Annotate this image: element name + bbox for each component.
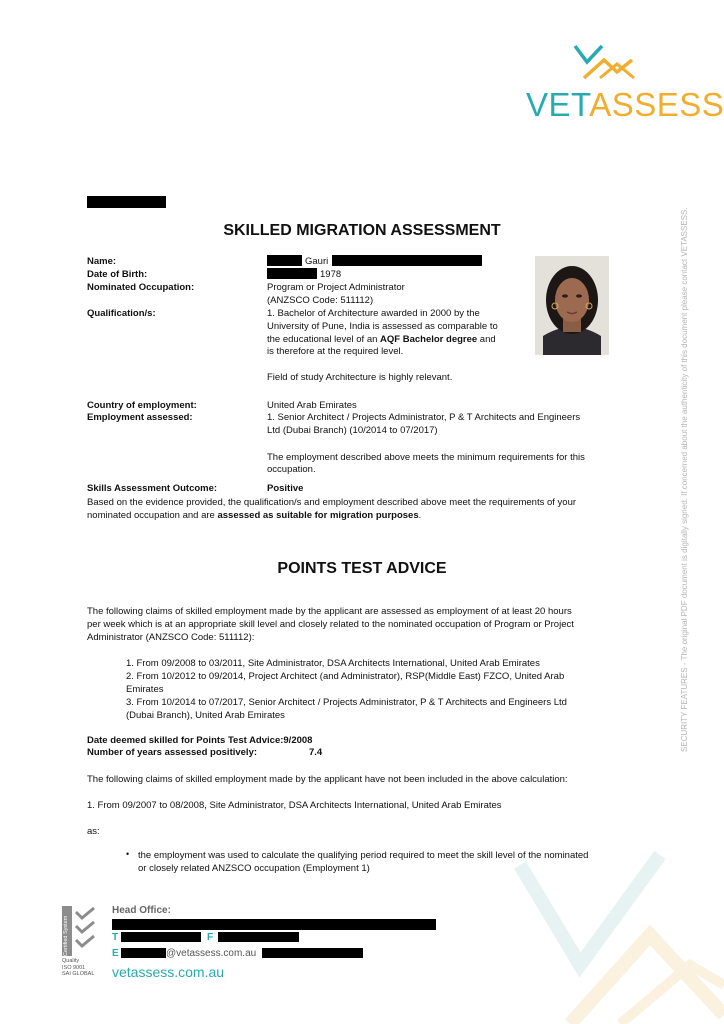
assessment-title: SKILLED MIGRATION ASSESSMENT: [223, 222, 501, 239]
head-office-label: Head Office:: [112, 905, 171, 916]
field-of-study: Field of study Architecture is highly relevant.: [267, 372, 453, 383]
employment-line-2: Ltd (Dubai Branch) (10/2014 to 07/2017): [267, 425, 438, 436]
redacted-name-prefix: [267, 255, 302, 266]
years-label: Number of years assessed positively:: [87, 747, 258, 758]
bullet-1-line-1: the employment was used to calculate the qualifying period required to meet the skill level of the nominated: [138, 850, 589, 861]
country-label: Country of employment:: [87, 400, 197, 411]
name-label: Name:: [87, 256, 117, 267]
dob-value: 1978: [320, 269, 342, 280]
excluded-intro: The following claims of skilled employment made by the applicant have not been included in the above calculation:: [87, 774, 568, 785]
country-value: United Arab Emirates: [267, 400, 357, 411]
security-features-text: SECURITY FEATURES - The original PDF document is digitally signed. If concerned about the authenticity of this document please contact VETASSESS.: [680, 207, 689, 752]
employment-note-1: The employment described above meets the minimum requirements for this: [267, 452, 585, 463]
email-label: E: [112, 948, 119, 959]
phone-label: T: [112, 932, 119, 943]
checkmarks-icon: [74, 906, 96, 956]
qualification-line-4: is therefore at the required level.: [267, 346, 404, 357]
outcome-label: Skills Assessment Outcome:: [87, 483, 218, 494]
occupation-label: Nominated Occupation:: [87, 282, 195, 293]
occupation-code: (ANZSCO Code: 511112): [267, 295, 374, 306]
certified-system-text: Certified System: [63, 915, 69, 956]
redacted-email-extra: [262, 948, 363, 958]
claim-2-cont: Emirates: [126, 684, 164, 695]
email-domain: @vetassess.com.au: [166, 948, 257, 959]
quality-text: Quality: [62, 958, 80, 964]
qualification-line-2: University of Pune, India is assessed as comparable to: [267, 321, 498, 332]
years-value: 7.4: [309, 747, 323, 758]
iso-text: ISO 9001: [62, 964, 86, 971]
name-value: Gauri: [305, 256, 329, 267]
quality-iso: [62, 958, 94, 978]
claim-2: 2. From 10/2012 to 09/2014, Project Architect (and Administrator), RSP(Middle East) FZCO, United Arab: [126, 671, 565, 682]
bullet-1-line-2: or closely related ANZSCO occupation (Employment 1): [138, 863, 370, 874]
employment-line-1: 1. Senior Architect / Projects Administrator, P & T Architects and Engineers: [267, 412, 581, 423]
occupation-value: Program or Project Administrator: [267, 282, 405, 293]
dob-label: Date of Birth:: [87, 269, 148, 280]
redacted-name-suffix: [332, 255, 482, 266]
outcome-text-1: Based on the evidence provided, the qualification/s and employment described above meet the requirements of your: [87, 497, 577, 508]
qualification-line-3: the educational level of an AQF Bachelor degree and: [267, 334, 496, 345]
redacted-email-user: [121, 948, 166, 958]
qualification-line-1: 1. Bachelor of Architecture awarded in 2000 by the: [267, 308, 480, 319]
vetassess-logo-mark: [572, 42, 638, 84]
outcome-text-2: nominated occupation and are assessed as suitable for migration purposes.: [87, 510, 422, 521]
redacted-reference: [87, 196, 166, 208]
points-intro-1: The following claims of skilled employment made by the applicant are assessed as employment of at least 20 hours: [87, 606, 572, 617]
employment-note-2: occupation.: [267, 464, 316, 475]
redacted-fax: [218, 932, 299, 942]
fax-label: F: [207, 932, 214, 943]
qualification-label: Qualification/s:: [87, 308, 156, 319]
vetassess-logo-text: VETASSESS: [526, 86, 724, 123]
as-label: as:: [87, 826, 100, 837]
employment-label: Employment assessed:: [87, 412, 193, 423]
date-deemed: Date deemed skilled for Points Test Advice:9/2008: [87, 735, 313, 746]
outcome-value: Positive: [267, 483, 304, 494]
redacted-phone: [121, 932, 201, 942]
certified-system-badge: [62, 906, 96, 958]
points-intro-2: per week which is at an appropriate skill level and closely related to the nominated occupation of Program or Project: [87, 619, 574, 630]
points-intro-3: Administrator (ANZSCO Code: 511112):: [87, 632, 255, 643]
claim-3: 3. From 10/2014 to 07/2017, Senior Architect / Projects Administrator, P & T Architects and Engineers Ltd: [126, 697, 567, 708]
excluded-claim-1: 1. From 09/2007 to 08/2008, Site Administrator, DSA Architects International, United Arab Emirates: [87, 800, 502, 811]
sai-global-text: SAI GLOBAL: [62, 971, 95, 977]
redacted-address: [112, 919, 436, 930]
claim-3-cont: (Dubai Branch), United Arab Emirates: [126, 710, 285, 721]
points-title: POINTS TEST ADVICE: [277, 560, 447, 577]
redacted-dob: [267, 268, 317, 279]
decorative-watermark: [510, 815, 724, 1024]
applicant-photo: [535, 256, 609, 355]
applicant-portrait-image: [535, 256, 609, 355]
claim-1: 1. From 09/2008 to 03/2011, Site Administrator, DSA Architects International, United Arab Emirates: [126, 658, 540, 669]
website-link[interactable]: vetassess.com.au: [112, 964, 225, 980]
bullet-dot: •: [126, 849, 130, 859]
